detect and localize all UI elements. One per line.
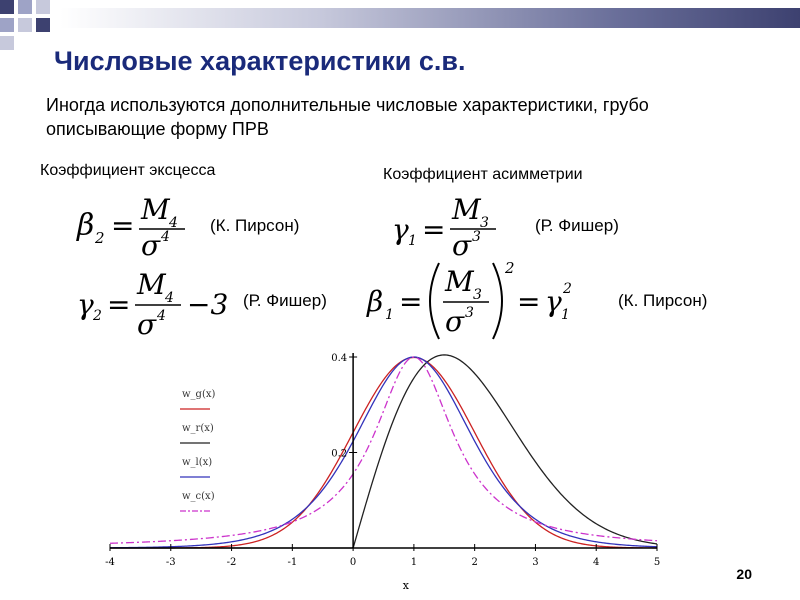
legend-label: w_c(x): [182, 491, 215, 502]
symbol-gamma: γ: [392, 213, 409, 246]
author-pearson-2: (К. Пирсон): [618, 291, 708, 310]
subscript: 1: [561, 307, 570, 323]
equals-sign: =: [422, 213, 446, 246]
y-tick-label: 0.2: [331, 448, 348, 460]
superscript: 3: [472, 229, 481, 245]
chart-legend: [180, 389, 216, 511]
subscript: 4: [169, 215, 178, 231]
header-bar: [60, 8, 800, 28]
legend-label: w_r(x): [182, 423, 214, 434]
symbol-sigma: σ: [137, 308, 157, 340]
formula-beta1: [365, 255, 605, 345]
superscript: 3: [465, 305, 474, 321]
pdf-chart: [100, 345, 670, 595]
right-paren: [493, 263, 502, 339]
formula-gamma2: [75, 268, 235, 340]
x-tick-label: 2: [471, 557, 478, 568]
chart-series-group: [110, 355, 657, 548]
subscript: 3: [480, 215, 489, 231]
superscript: 2: [505, 259, 515, 277]
subscript: 2: [93, 308, 102, 324]
symbol-m: M: [137, 268, 166, 301]
equals-sign: =: [517, 285, 541, 318]
x-tick-label: -4: [105, 557, 115, 568]
x-tick-label: 4: [593, 557, 600, 568]
series-line: [110, 358, 657, 548]
x-tick-label: 1: [410, 557, 418, 568]
subscript: 1: [385, 307, 394, 323]
subscript: 2: [95, 229, 105, 247]
formula-gamma1: [390, 193, 510, 257]
left-paren: [430, 263, 439, 339]
x-tick-label: -3: [165, 557, 176, 568]
author-pearson-1: (К. Пирсон): [210, 216, 300, 235]
superscript: 4: [161, 229, 170, 245]
slide-title: Числовые характеристики с.в.: [54, 46, 466, 76]
author-fisher-1: (Р. Фишер): [535, 216, 619, 235]
symbol-beta: β: [77, 208, 95, 243]
symbol-sigma: σ: [141, 229, 161, 257]
legend-label: w_g(x): [182, 389, 216, 400]
chart-axes: [110, 353, 657, 548]
x-tick-label: 0: [349, 557, 357, 568]
subscript: 3: [473, 287, 482, 303]
author-fisher-2: (Р. Фишер): [243, 291, 327, 310]
page-number: 20: [736, 566, 752, 582]
x-tick-label: 3: [532, 557, 539, 568]
subscript: 1: [408, 233, 417, 249]
x-tick-label: 5: [653, 557, 661, 568]
x-tick-label: -2: [226, 557, 237, 568]
equals-sign: =: [111, 209, 135, 242]
symbol-beta: β: [367, 285, 384, 318]
equals-sign: =: [399, 285, 423, 318]
symbol-m: M: [452, 193, 481, 226]
superscript: 2: [563, 281, 572, 297]
legend-label: w_l(x): [182, 457, 213, 468]
intro-text: Иногда используются дополнительные числовые характеристики, грубо описывающие форму ПРВ: [46, 95, 649, 139]
symbol-sigma: σ: [445, 305, 465, 338]
superscript: 4: [157, 308, 166, 324]
kurtosis-label: Коэффициент эксцесса: [40, 162, 216, 179]
symbol-m: M: [141, 193, 170, 226]
subscript: 4: [165, 290, 174, 306]
symbol-sigma: σ: [452, 229, 472, 257]
x-tick-label: -1: [287, 557, 298, 568]
symbol-m: M: [445, 265, 474, 298]
symbol-gamma: γ: [77, 288, 94, 321]
formula-beta2: [75, 193, 195, 257]
symbol-gamma: γ: [545, 285, 562, 318]
skewness-label: Коэффициент асимметрии: [383, 166, 583, 183]
minus-three: −3: [187, 288, 229, 321]
series-line: [110, 357, 657, 548]
equals-sign: =: [107, 288, 131, 321]
x-axis-label: x: [402, 579, 409, 592]
y-tick-label: 0.4: [331, 353, 348, 364]
